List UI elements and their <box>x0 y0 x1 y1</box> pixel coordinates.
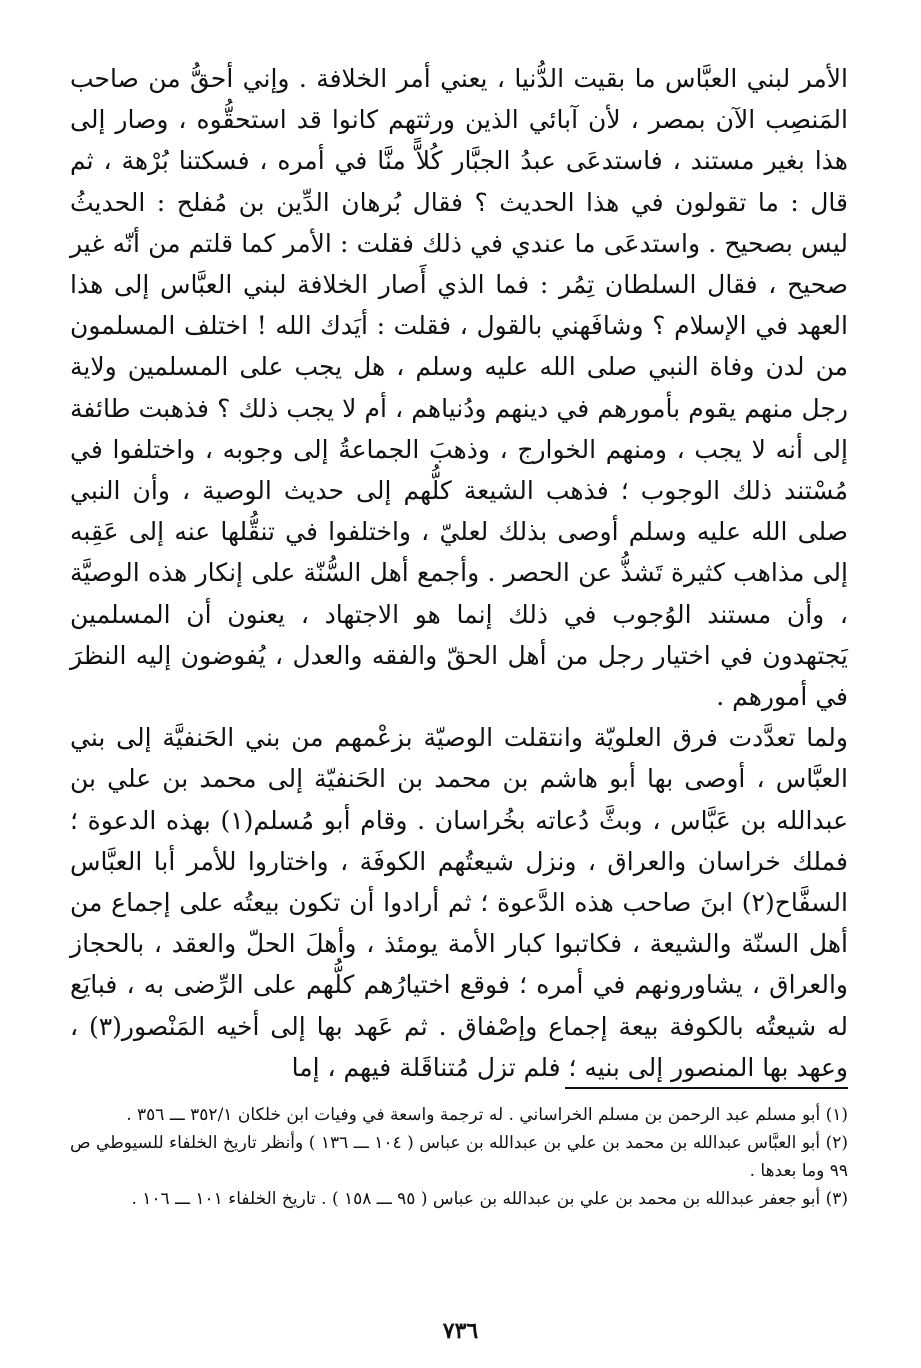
page-number: ٧٣٦ <box>442 1318 479 1344</box>
main-text <box>70 58 848 1088</box>
footnotes <box>70 1101 848 1213</box>
paragraph-1: الأمر لبني العبَّاس ما بقيت الدُّنيا ، يعني أمر الخلافة . وإني أحقُّ من صاحب المَنصِب الآن بمصر ، لأن آبائي الذين ورثتهم كانوا قد استحقُّوه ، وصار إلى هذا بغير مستند ، فاستدعَى عبدُ الجبَّار كُلاًّ منَّا في أمره ، فسكتنا بُرْهة ، ثم قال : ما تقولون في هذا الحديث ؟ فقال بُرهان الدِّين بن مُفلح : الحديثُ ليس بصحيح . واستدعَى ما عندي في ذلك فقلت : الأمر كما قلتم من أنّه غير صحيح ، فقال السلطان تِمُر : فما الذي أَصار الخلافة لبني العبَّاس إلى هذا العهد في الإسلام ؟ وشافَهني بالقول ، فقلت : أيَدك الله ! اختلف المسلمون من لدن وفاة النبي صلى الله عليه وسلم ، هل يجب على المسلمين ولاية رجل منهم يقوم بأمورهم في دينهم ودُنياهم ، أم لا يجب ذلك ؟ فذهبت طائفة إلى أنه لا يجب ، ومنهم الخوارج ، وذهبَ الجماعةُ إلى وجوبه ، واختلفوا في مُسْتند ذلك الوجوب ؛ فذهب الشيعة كلُّهم إلى حديث الوصية ، وأن النبي صلى الله عليه وسلم أوصى بذلك لعليّ ، واختلفوا في تنقُّلها عنه إلى عَقِبه إلى مذاهب كثيرة تَشذُّ عن الحصر . وأجمع أهل السُّنّة على إنكار هذه الوصيَّة ، وأن مستند الوُجوب في ذلك إنما هو الاجتهاد ، يعنون أن المسلمين يَجتهدون في اختيار رجل من أهل الحقّ والفقه والعدل ، يُفوضون إليه النظرَ في أمورهم . <box>70 64 849 712</box>
paragraph-2: ولما تعدَّدت فرق العلويّة وانتقلت الوصيّة بزعْمهم من بني الحَنفيَّة إلى بني العبَّاس ، أوصى بها أبو هاشم بن محمد بن الحَنفيّة إلى محمد بن علي بن عبدالله بن عَبَّاس ، وبثَّ دُعاته بخُراسان . وقام أبو مُسلم(١) بهذه الدعوة ؛ فملك خراسان والعراق ، ونزل شيعتُهم الكوفَة ، واختاروا للأمر أبا العبَّاس السفَّاح(٢) ابنَ صاحب هذه الدَّعوة ؛ ثم أرادوا أن تكون بيعتُه على إجماع من أهل السنّة والشيعة ، فكاتبوا كبار الأمة يومئذ ، وأهلَ الحلّ والعقد ، بالحجاز والعراق ، يشاورونهم في أمره ؛ فوقع اختيارُهم كلُّهم على الرِّضى به ، فبايَع له شيعتُه بالكوفة بيعة إجماع وإصْفاق . ثم عَهد بها إلى أخيه المَنْصور(٣) ، وعهد بها المنصور إلى بنيه ؛ فلم تزل مُتناقَلة فيهم ، إما <box>70 723 849 1082</box>
footnote-1: (١) أبو مسلم عبد الرحمن بن مسلم الخراساني . له ترجمة واسعة في وفيات ابن خلكان ٣٥٢/١ ـــ ٣٥٦ . <box>126 1105 848 1125</box>
page-body <box>70 58 848 1088</box>
footnote-3: (٣) أبو جعفر عبدالله بن محمد بن علي بن عبدالله بن عباس ( ٩٥ ـــ ١٥٨ ) . تاريخ الخلفاء ١٠١ ـــ ١٠٦ . <box>131 1189 848 1209</box>
footnote-divider <box>565 1087 848 1089</box>
footnote-2: (٢) أبو العبَّاس عبدالله بن محمد بن علي بن عبدالله بن عباس ( ١٠٤ ـــ ١٣٦ ) وأنظر تاريخ الخلفاء للسيوطي ص ٩٩ وما بعدها . <box>70 1133 848 1181</box>
